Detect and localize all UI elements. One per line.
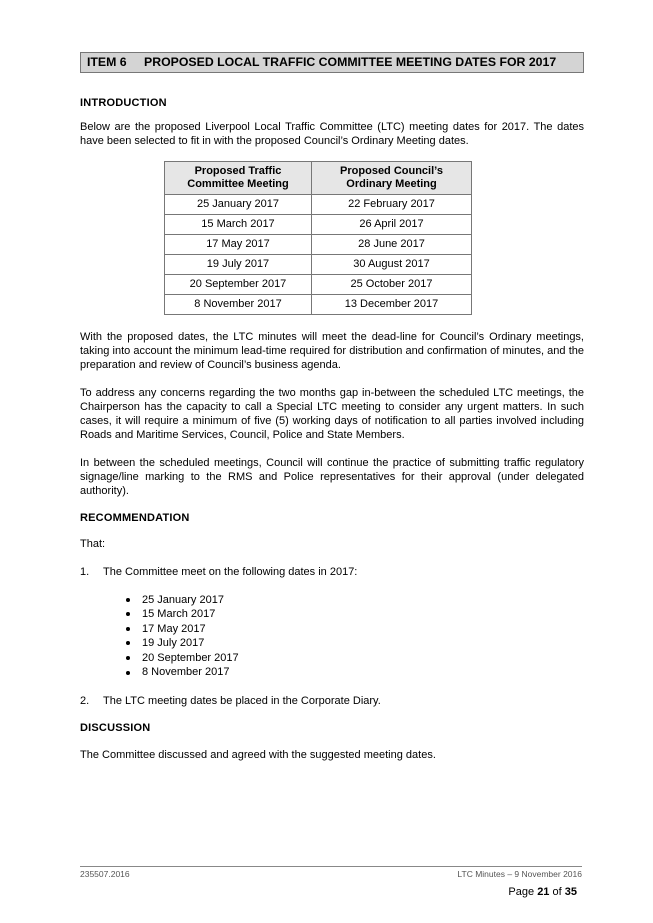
table-row	[165, 214, 472, 234]
table-cell: 15 March 2017	[165, 214, 312, 234]
meeting-dates-list	[80, 593, 584, 681]
recommendation-item-1	[80, 565, 584, 579]
footer-document-title: LTC Minutes – 9 November 2016	[457, 869, 582, 879]
table-cell: 19 July 2017	[165, 254, 312, 274]
footer-divider	[80, 866, 582, 867]
list-item	[80, 607, 584, 622]
list-item-text: 8 November 2017	[142, 666, 230, 679]
item-number-label: 2.	[80, 695, 90, 708]
table-cell: 30 August 2017	[312, 254, 472, 274]
table-header-row	[165, 161, 472, 194]
page-number	[508, 886, 577, 898]
table-row	[165, 294, 472, 314]
table-cell: 22 February 2017	[312, 194, 472, 214]
table-cell: 20 September 2017	[165, 274, 312, 294]
item-text: The Committee meet on the following dates in 2017:	[103, 565, 358, 578]
table-row	[165, 234, 472, 254]
introduction-paragraph: Below are the proposed Liverpool Local Traffic Committee (LTC) meeting dates for 2017. The dates have been selected to fit in with the proposed Council’s Ordinary Meeting dates.	[80, 120, 584, 147]
body-paragraph: In between the scheduled meetings, Council will continue the practice of submitting traffic regulatory signage/line marking to the RMS and Police representatives for their approval (under delegated authority).	[80, 456, 584, 497]
table-cell: 17 May 2017	[165, 234, 312, 254]
item-number: ITEM 6	[87, 55, 127, 69]
page-label: Page	[508, 886, 535, 898]
table-row	[165, 254, 472, 274]
page-of: of	[552, 886, 562, 898]
body-paragraph: With the proposed dates, the LTC minutes will meet the dead-line for Council’s Ordinary meetings, taking into account the minimum lead-time required for distribution and confirmation of minutes, and the preparation and review of Council’s business agenda.	[80, 330, 584, 371]
header-council-meeting: Proposed Council’s Ordinary Meeting	[312, 161, 472, 194]
bullet-icon	[126, 641, 130, 645]
footer	[80, 869, 582, 879]
list-item-text: 17 May 2017	[142, 622, 206, 635]
list-item	[80, 593, 584, 608]
list-item	[80, 636, 584, 651]
table-row	[165, 274, 472, 294]
list-item-text: 19 July 2017	[142, 637, 205, 650]
item-title: PROPOSED LOCAL TRAFFIC COMMITTEE MEETING DATES FOR 2017	[144, 55, 557, 69]
list-item	[80, 665, 584, 680]
table-cell: 13 December 2017	[312, 294, 472, 314]
meeting-dates-table	[164, 161, 472, 315]
table-row	[165, 194, 472, 214]
bullet-icon	[126, 612, 130, 616]
table-cell: 26 April 2017	[312, 214, 472, 234]
footer-reference: 235507.2016	[80, 869, 130, 879]
item-number-label: 1.	[80, 565, 90, 578]
discussion-heading: DISCUSSION	[80, 722, 151, 735]
bullet-icon	[126, 598, 130, 602]
recommendation-intro: That:	[80, 537, 106, 550]
bullet-icon	[126, 627, 130, 631]
header-traffic-committee: Proposed Traffic Committee Meeting	[165, 161, 312, 194]
list-item-text: 20 September 2017	[142, 651, 239, 664]
recommendation-heading: RECOMMENDATION	[80, 511, 190, 524]
table-cell: 25 October 2017	[312, 274, 472, 294]
recommendation-item-2	[80, 694, 584, 708]
item-heading-box	[80, 52, 584, 73]
bullet-icon	[126, 671, 130, 675]
table-cell: 25 January 2017	[165, 194, 312, 214]
introduction-heading: INTRODUCTION	[80, 96, 167, 109]
table-cell: 8 November 2017	[165, 294, 312, 314]
list-item-text: 25 January 2017	[142, 593, 224, 606]
page-current: 21	[537, 886, 550, 898]
table-cell: 28 June 2017	[312, 234, 472, 254]
list-item	[80, 651, 584, 666]
discussion-paragraph: The Committee discussed and agreed with the suggested meeting dates.	[80, 749, 436, 762]
bullet-icon	[126, 656, 130, 660]
item-text: The LTC meeting dates be placed in the Corporate Diary.	[103, 695, 381, 708]
list-item	[80, 622, 584, 637]
page-total: 35	[564, 886, 577, 898]
list-item-text: 15 March 2017	[142, 608, 216, 621]
document-page	[80, 52, 584, 762]
body-paragraph: To address any concerns regarding the two months gap in-between the scheduled LTC meetings, the Chairperson has the capacity to call a Special LTC meeting to consider any urgent matters. In such cases, it will require a minimum of five (5) working days of notification to all parties involved including Roads and Maritime Services, Council, Police and State Members.	[80, 386, 584, 441]
